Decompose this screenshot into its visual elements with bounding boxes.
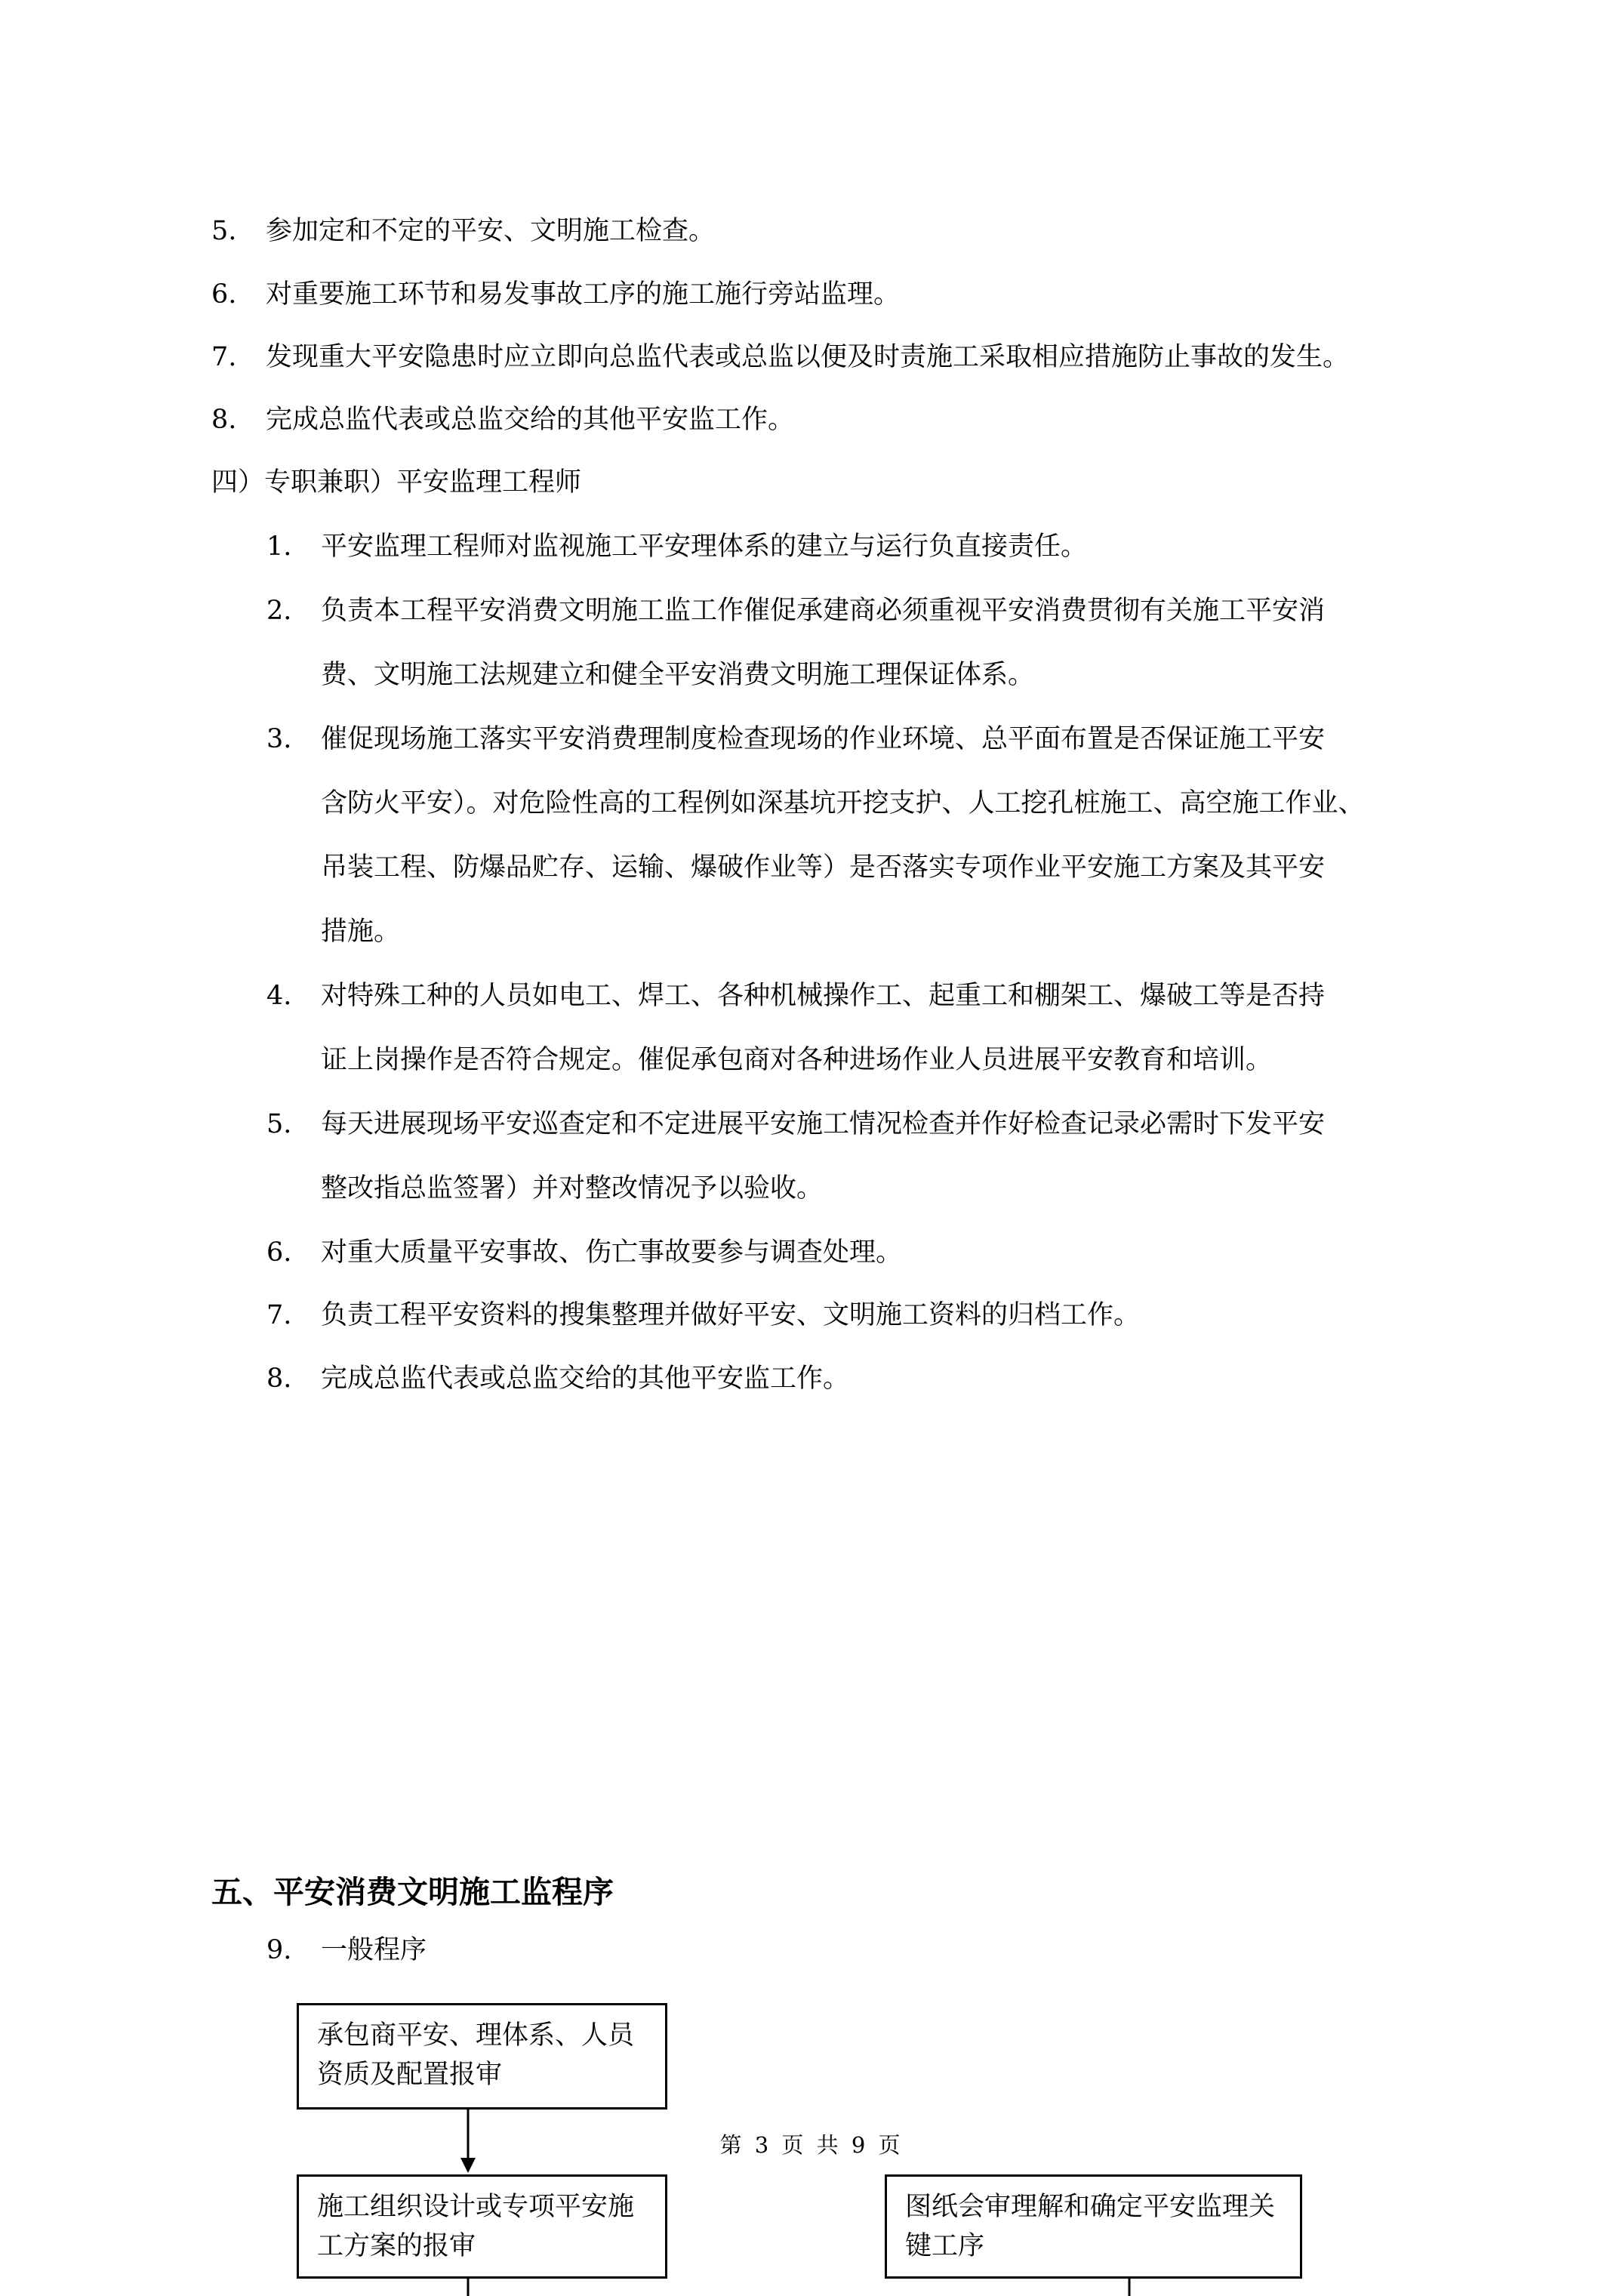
list-item bbox=[266, 1234, 902, 1271]
item-number: 6. bbox=[211, 279, 237, 310]
list-item bbox=[266, 1297, 1140, 1333]
item-text: 发现重大平安隐患时应立即向总监代表或总监以便及时责施工采取相应措施防止事故的发生。 bbox=[266, 342, 1350, 372]
list-item bbox=[211, 339, 1349, 375]
item-continuation: 费、文明施工法规建立和健全平安消费文明施工理保证体系。 bbox=[321, 660, 1035, 690]
list-item bbox=[211, 402, 794, 438]
list-item bbox=[266, 1361, 849, 1397]
flow-box-construction-plan bbox=[297, 2174, 667, 2279]
item-text: 催促现场施工落实平安消费理制度检查现场的作业环境、总平面布置是否保证施工平安 bbox=[321, 724, 1326, 754]
item-continuation: 证上岗操作是否符合规定。催促承包商对各种进场作业人员进展平安教育和培训。 bbox=[321, 1045, 1273, 1075]
list-item bbox=[266, 1932, 427, 1968]
flow-box-drawing-review bbox=[885, 2174, 1302, 2279]
item-number: 5. bbox=[266, 1109, 292, 1139]
item-number: 6. bbox=[266, 1237, 292, 1268]
item-text: 对特殊工种的人员如电工、焊工、各种机械操作工、起重工和棚架工、爆破工等是否持 bbox=[321, 981, 1326, 1011]
flow-box-text: 承包商平安、理体系、人员资质及配置报审 bbox=[317, 2020, 635, 2090]
item-number: 1. bbox=[266, 532, 292, 562]
page-footer: 第 3 页 共 9 页 bbox=[719, 2132, 904, 2158]
item-text: 平安监理工程师对监视施工平安理体系的建立与运行负直接责任。 bbox=[321, 532, 1088, 562]
item-number: 5. bbox=[211, 216, 237, 246]
list-item bbox=[266, 1106, 1325, 1142]
item-text: 对重大质量平安事故、伤亡事故要参与调查处理。 bbox=[321, 1237, 903, 1268]
list-item bbox=[266, 529, 1087, 565]
list-item bbox=[211, 213, 715, 249]
item-continuation: 吊装工程、防爆品贮存、运输、爆破作业等）是否落实专项作业平安施工方案及其平安 bbox=[321, 852, 1326, 883]
section-heading: 五、平安消费文明施工监程序 bbox=[211, 1874, 614, 1910]
flow-box-text: 施工组织设计或专项平安施工方案的报审 bbox=[317, 2192, 635, 2261]
item-text: 完成总监代表或总监交给的其他平安监工作。 bbox=[266, 405, 795, 435]
item-continuation: 含防火平安）。对危险性高的工程例如深基坑开挖支护、人工挖孔桩施工、高空施工作业、 bbox=[321, 788, 1365, 818]
flow-box-contractor-review bbox=[297, 2003, 667, 2110]
section-title: 四）专职兼职）平安监理工程师 bbox=[211, 467, 582, 498]
item-number: 8. bbox=[211, 405, 237, 435]
item-number: 3. bbox=[266, 724, 292, 754]
flow-arrowhead bbox=[460, 2158, 476, 2173]
item-continuation: 整改指总监签署）并对整改情况予以验收。 bbox=[321, 1173, 824, 1203]
item-number: 9. bbox=[266, 1935, 292, 1965]
item-text: 一般程序 bbox=[321, 1935, 427, 1965]
item-number: 8. bbox=[266, 1364, 292, 1394]
list-item bbox=[266, 978, 1325, 1014]
list-item bbox=[266, 593, 1325, 629]
item-text: 每天进展现场平安巡查定和不定进展平安施工情况检查并作好检查记录必需时下发平安 bbox=[321, 1109, 1326, 1139]
item-text: 参加定和不定的平安、文明施工检查。 bbox=[266, 216, 716, 246]
list-item bbox=[266, 721, 1325, 757]
item-number: 7. bbox=[211, 342, 237, 372]
flow-box-text: 图纸会审理解和确定平安监理关键工序 bbox=[905, 2192, 1276, 2261]
item-text: 负责本工程平安消费文明施工监工作催促承建商必须重视平安消费贯彻有关施工平安消 bbox=[321, 596, 1326, 626]
item-number: 2. bbox=[266, 596, 292, 626]
item-text: 完成总监代表或总监交给的其他平安监工作。 bbox=[321, 1364, 850, 1394]
item-number: 7. bbox=[266, 1300, 292, 1330]
item-text: 负责工程平安资料的搜集整理并做好平安、文明施工资料的归档工作。 bbox=[321, 1300, 1141, 1330]
list-item bbox=[211, 276, 900, 313]
item-continuation: 措施。 bbox=[321, 917, 401, 947]
item-text: 对重要施工环节和易发事故工序的施工施行旁站监理。 bbox=[266, 279, 901, 310]
item-number: 4. bbox=[266, 981, 292, 1011]
